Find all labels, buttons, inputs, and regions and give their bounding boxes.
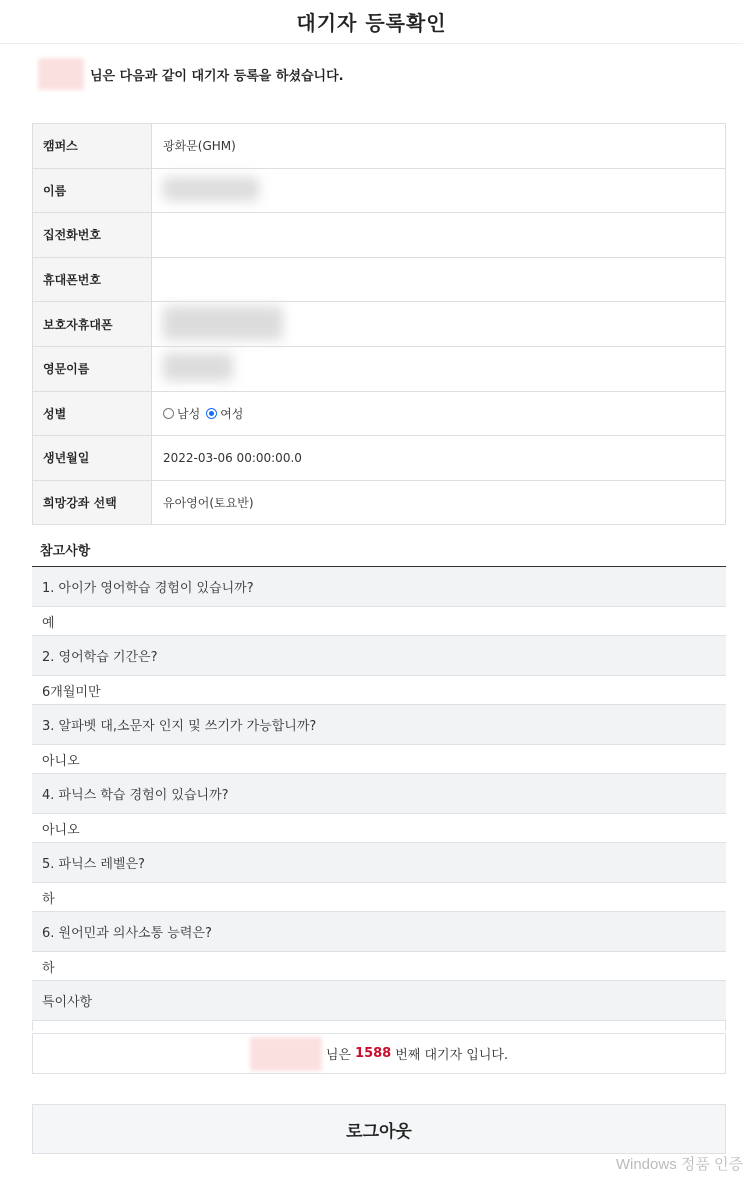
redacted-name — [250, 1037, 322, 1071]
notes-list — [32, 566, 726, 1031]
wait-count: 1588 — [355, 1046, 392, 1061]
gender-label: 성별 — [33, 391, 152, 436]
info-row-home-phone — [33, 213, 726, 258]
english-name-value — [152, 346, 726, 391]
course-value: 유아영어(토요반) — [152, 480, 726, 525]
page-title: 대기자 등록확인 — [296, 11, 447, 35]
gender-radio-group — [163, 405, 725, 422]
note-answer: 하 — [32, 952, 726, 981]
info-row-campus — [33, 124, 726, 169]
info-row-english-name — [33, 346, 726, 391]
course-label: 희망강좌 선택 — [33, 480, 152, 525]
mobile-label: 휴대폰번호 — [33, 257, 152, 302]
note-question: 5. 파닉스 레벨은? — [32, 843, 726, 883]
info-row-mobile — [33, 257, 726, 302]
note-question: 2. 영어학습 기간은? — [32, 636, 726, 676]
gender-female-label: 여성 — [220, 406, 244, 421]
gender-value — [152, 391, 726, 436]
info-row-guardian-phone — [33, 302, 726, 347]
info-row-gender — [33, 391, 726, 436]
registration-info-table — [32, 123, 726, 525]
birthdate-label: 생년월일 — [33, 436, 152, 481]
note-question: 6. 원어민과 의사소통 능력은? — [32, 912, 726, 952]
note-answer: 예 — [32, 607, 726, 636]
redacted-name — [38, 58, 84, 90]
note-question: 4. 파닉스 학습 경험이 있습니까? — [32, 774, 726, 814]
note-answer: 아니오 — [32, 745, 726, 774]
redacted-english-name — [163, 353, 233, 381]
name-value — [152, 168, 726, 213]
mobile-value — [152, 257, 726, 302]
campus-value: 광화문(GHM) — [152, 124, 726, 169]
info-row-name — [33, 168, 726, 213]
guardian-phone-value — [152, 302, 726, 347]
redacted-name-value — [163, 177, 259, 201]
intro-message — [38, 58, 344, 90]
gender-female-radio[interactable] — [206, 408, 217, 419]
windows-activation-watermark: Windows 정품 인증 — [615, 1156, 743, 1173]
english-name-label: 영문이름 — [33, 346, 152, 391]
intro-text: 님은 다음과 같이 대기자 등록을 하셨습니다. — [90, 68, 344, 84]
guardian-phone-label: 보호자휴대폰 — [33, 302, 152, 347]
note-answer: 6개월미만 — [32, 676, 726, 705]
gender-male-label: 남성 — [177, 406, 201, 421]
campus-label: 캠퍼스 — [33, 124, 152, 169]
logout-button[interactable]: 로그아웃 — [32, 1104, 726, 1154]
info-row-course — [33, 480, 726, 525]
notes-title: 참고사항 — [40, 544, 91, 559]
special-notes-label: 특이사항 — [32, 981, 726, 1021]
wait-suffix: 번째 대기자 입니다. — [395, 1048, 509, 1063]
special-notes-value — [32, 1021, 726, 1031]
note-answer: 아니오 — [32, 814, 726, 843]
wait-prefix: 님은 — [325, 1048, 352, 1063]
name-label: 이름 — [33, 168, 152, 213]
redacted-guardian-phone — [163, 306, 283, 340]
gender-male-radio[interactable] — [163, 408, 174, 419]
note-question: 1. 아이가 영어학습 경험이 있습니까? — [32, 567, 726, 607]
note-question: 3. 알파벳 대,소문자 인지 및 쓰기가 가능합니까? — [32, 705, 726, 745]
birthdate-value: 2022-03-06 00:00:00.0 — [152, 436, 726, 481]
page-header — [0, 0, 743, 44]
home-phone-value — [152, 213, 726, 258]
home-phone-label: 집전화번호 — [33, 213, 152, 258]
note-answer: 하 — [32, 883, 726, 912]
wait-status — [32, 1033, 726, 1074]
info-row-birthdate — [33, 436, 726, 481]
